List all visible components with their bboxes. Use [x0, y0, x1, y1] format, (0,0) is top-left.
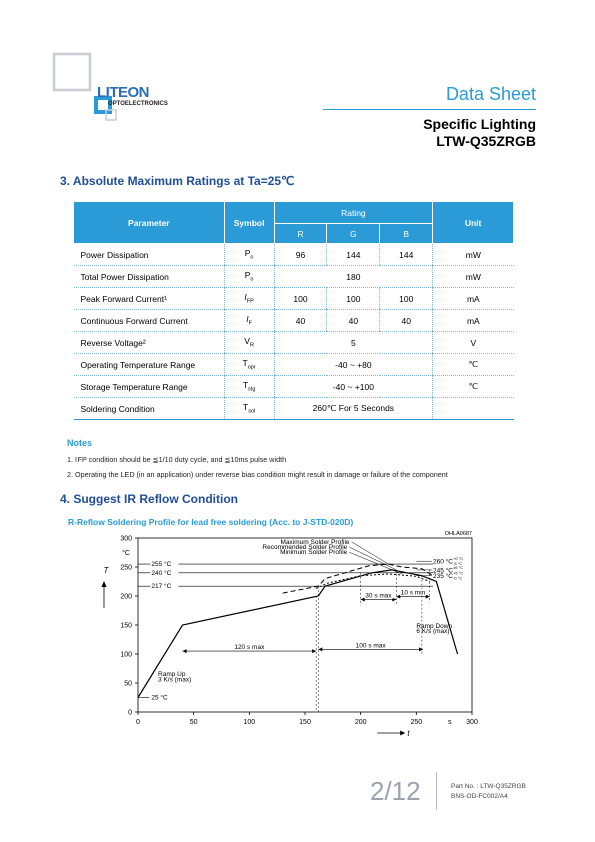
cell-rating-r: 100	[274, 288, 327, 310]
header-r: R	[274, 224, 327, 244]
y-tick-label: 50	[124, 680, 132, 688]
x-tick-label: 200	[354, 719, 367, 726]
x-tick-label: 0	[136, 719, 140, 726]
symbol-main: T	[242, 380, 249, 391]
ratings-table	[73, 201, 514, 420]
x-axis-arrow-head	[400, 731, 405, 736]
x-tick-label: 300	[466, 719, 478, 726]
duration-label: 10 s min	[400, 589, 426, 597]
tolerance-plus: +0 °C	[453, 556, 464, 562]
cell-symbol	[224, 266, 274, 288]
ramp-down-rate: 6 K/s (max)	[416, 628, 450, 636]
cell-symbol	[224, 244, 274, 266]
profile-title: R-Reflow Soldering Profile for lead free soldering (Acc. to J-STD-020D)	[68, 517, 354, 527]
symbol-subscript: FP	[246, 298, 254, 305]
duration-arrow-head	[183, 649, 187, 653]
right-temp-label: 260 °C	[433, 558, 453, 566]
cell-rating-g: 100	[327, 288, 380, 310]
cell-unit	[433, 398, 514, 420]
table-row	[74, 398, 514, 420]
brand-subtitle: OPTOELECTRONICS	[108, 101, 168, 107]
cell-rating-merged: -40 ~ +100	[274, 376, 433, 398]
y-tick-label: 300	[120, 535, 132, 543]
cell-rating-r: 40	[274, 310, 327, 332]
duration-label: 120 s max	[234, 644, 265, 652]
table-row	[74, 244, 514, 266]
table-row	[74, 310, 514, 332]
legend-leader	[349, 552, 402, 574]
symbol-main: P	[244, 248, 251, 259]
symbol-main: I	[246, 314, 249, 325]
cell-symbol	[224, 398, 274, 420]
legend-label: Recommended Solder Profile	[262, 544, 348, 552]
tolerance-plus: +5 °C	[453, 570, 464, 576]
header-g: G	[327, 224, 380, 244]
legend-label: Minimum Solder Profile	[280, 549, 348, 557]
cell-symbol	[224, 332, 274, 354]
symbol-main: I	[244, 292, 247, 303]
header-symbol: Symbol	[224, 202, 274, 244]
cell-rating-b: 40	[380, 310, 433, 332]
x-axis-label: t	[407, 729, 410, 738]
reference-label: 217 °C	[151, 583, 172, 591]
table-row	[74, 288, 514, 310]
y-tick-label: 0	[128, 709, 132, 717]
symbol-subscript: stg	[248, 386, 256, 393]
cell-unit: V	[433, 332, 514, 354]
ramp-up-label: Ramp Up	[158, 671, 186, 679]
cell-unit: mW	[433, 266, 514, 288]
cell-rating-merged: -40 ~ +80	[274, 354, 433, 376]
page-number: 2/12	[370, 776, 421, 806]
cell-parameter: Continuous Forward Current	[74, 310, 225, 332]
x-tick-label: 250	[410, 719, 423, 726]
x-tick-label: 150	[299, 719, 311, 726]
y-tick-label: 100	[120, 651, 132, 659]
brand-name: LITEON	[97, 84, 149, 101]
reference-label: 255 °C	[151, 561, 172, 569]
symbol-subscript: sol	[248, 408, 256, 415]
cell-unit: ℃	[433, 376, 514, 398]
doc-type: Data Sheet	[445, 84, 536, 104]
header-rating: Rating	[274, 202, 433, 224]
duration-arrow-head	[312, 649, 316, 653]
duration-arrow-head	[392, 597, 396, 601]
y-axis-arrow-head	[102, 581, 107, 587]
symbol-subscript: o	[250, 254, 254, 261]
cell-unit: mA	[433, 310, 514, 332]
notes-title: Notes	[67, 438, 93, 448]
cell-parameter: Reverse Voltage²	[74, 332, 225, 354]
duration-arrow-head	[426, 595, 430, 599]
y-tick-label: 150	[120, 622, 132, 630]
cell-parameter: Operating Temperature Range	[74, 354, 225, 376]
y-axis-label: T	[103, 566, 109, 575]
table-row	[74, 332, 514, 354]
product-category: Specific Lighting	[423, 116, 536, 132]
cell-rating-merged: 180	[274, 266, 433, 288]
cell-rating-b: 100	[380, 288, 433, 310]
symbol-subscript: R	[249, 342, 254, 349]
duration-arrow-head	[361, 597, 365, 601]
cell-rating-g: 40	[327, 310, 380, 332]
duration-arrow-head	[318, 647, 322, 651]
y-unit-label: °C	[122, 550, 130, 557]
cell-rating-g: 144	[327, 244, 380, 266]
chart-code: OHLA0687	[444, 531, 472, 537]
product-number: LTW-Q35ZRGB	[436, 133, 536, 149]
cell-rating-b: 144	[380, 244, 433, 266]
header-rule	[323, 109, 536, 110]
reference-label: 25 °C	[151, 694, 168, 702]
logo-square-inner	[98, 100, 108, 110]
reflow-profile-chart	[80, 528, 480, 753]
form-number: BNS-OD-FC002/A4	[451, 793, 508, 800]
duration-label: 100 s max	[355, 642, 386, 650]
tolerance-plus: ±5 °C	[453, 564, 464, 570]
y-tick-label: 200	[120, 593, 132, 601]
symbol-main: T	[242, 358, 248, 369]
section-title-ratings: 3. Absolute Maximum Ratings at Ta=25℃	[60, 174, 295, 188]
cell-parameter: Total Power Dissipation	[74, 266, 225, 288]
tolerance-minus: -5 °C	[453, 561, 463, 567]
cell-unit: ℃	[433, 354, 514, 376]
duration-arrow-head	[419, 647, 423, 651]
cell-parameter: Storage Temperature Range	[74, 376, 225, 398]
legend-label: Maximum Solder Profile	[280, 538, 350, 546]
cell-rating-r: 96	[274, 244, 327, 266]
cell-rating-merged: 260℃ For 5 Seconds	[274, 398, 433, 420]
symbol-subscript: opr	[247, 364, 256, 371]
cell-parameter: Soldering Condition	[74, 398, 225, 420]
table-row	[74, 266, 514, 288]
footer-divider	[436, 772, 437, 810]
header-b: B	[380, 224, 433, 244]
header-parameter: Parameter	[74, 202, 225, 244]
ramp-down-label: Ramp Down	[416, 622, 453, 630]
x-tick-label: 50	[189, 719, 198, 726]
table-row	[74, 354, 514, 376]
cell-unit: mA	[433, 288, 514, 310]
header-unit: Unit	[433, 202, 514, 244]
tolerance-minus: -0 °C	[453, 575, 463, 581]
part-number: Part No. : LTW-Q35ZRGB	[451, 783, 526, 790]
logo-square-outline	[54, 54, 90, 90]
symbol-subscript: F	[248, 320, 252, 327]
x-tick-label: 100	[243, 719, 256, 726]
symbol-main: P	[244, 270, 251, 281]
symbol-subscript: o	[250, 276, 254, 283]
y-tick-label: 250	[120, 564, 132, 572]
duration-arrow-head	[396, 595, 400, 599]
section-title-reflow: 4. Suggest IR Reflow Condition	[60, 492, 238, 506]
note-1: 1. I FP condition should be ≦1/10 duty cycle, and ≦10ms pulse width	[67, 455, 287, 464]
cell-parameter: Power Dissipation	[74, 244, 225, 266]
cell-parameter: Peak Forward Current¹	[74, 288, 225, 310]
duration-label: 30 s max	[365, 592, 392, 600]
cell-symbol	[224, 376, 274, 398]
cell-unit: mW	[433, 244, 514, 266]
cell-symbol	[224, 288, 274, 310]
cell-symbol	[224, 310, 274, 332]
right-temp-label: 235 °C	[433, 573, 453, 581]
ramp-up-rate: 3 K/s (max)	[158, 676, 192, 684]
reference-label: 240 °C	[151, 569, 172, 577]
table-row	[74, 376, 514, 398]
note-2: 2. Operating the LED (in an application) under reverse bias condition might result in damage or failure of the component	[67, 470, 448, 479]
symbol-main: V	[244, 336, 250, 347]
x-unit-label: s	[447, 719, 452, 726]
symbol-main: T	[243, 402, 249, 413]
legend-leader	[349, 547, 396, 570]
cell-symbol	[224, 354, 274, 376]
cell-rating-merged: 5	[274, 332, 433, 354]
right-temp-label: 245 °C	[433, 567, 453, 575]
